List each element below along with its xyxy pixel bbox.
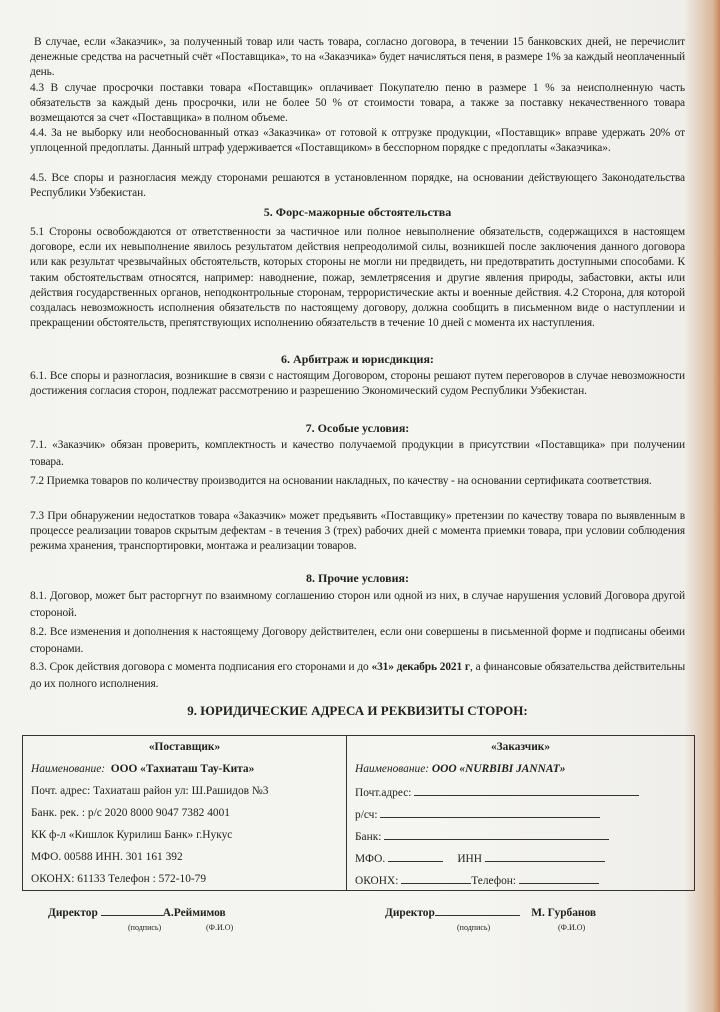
section-5-heading: 5. Форс-мажорные обстоятельства [263, 205, 452, 219]
customer-name-row [355, 763, 565, 775]
supplier-signature-line [101, 905, 163, 916]
supplier-name-label: Наименование: [31, 763, 106, 775]
supplier-signature [48, 905, 226, 919]
clause-4-2: В случае, если «Заказчик», за полученный товар или часть товара, согласно договора, в течении 15 банковских дней, не перечислит денежные средства на расчетный счёт «Поставщика», то на «Заказчика» будет начисляться пеня, в размере 1% за каждый неоплаченный день. [30, 36, 685, 79]
customer-account-row [355, 807, 600, 821]
customer-director-name: М. Гурбанов [531, 907, 597, 919]
supplier-name-row [31, 763, 254, 775]
supplier-address: Почт. адрес: Тахиаташ район ул: Ш.Рашидов №3 [31, 785, 269, 797]
customer-mfo-label: МФО. [355, 853, 386, 865]
supplier-mfo-inn: МФО. 00588 ИНН. 301 161 392 [31, 851, 183, 863]
customer-signature [385, 905, 596, 919]
customer-bank-blank [384, 829, 609, 840]
customer-director-label: Директор [385, 907, 435, 919]
clause-8-2: 8.2. Все изменения и дополнения к настоящему Договору действителен, если они совершены в письменной форме и подписаны обеими сторонами. [30, 626, 685, 655]
customer-address-row [355, 785, 639, 799]
customer-bank-label: Банк: [355, 831, 382, 843]
section-7-heading: 7. Особые условия: [305, 421, 410, 435]
clause-4-4: 4.4. За не выборку или необоснованный отказ «Заказчика» от готовой к отгрузке продукции, «Поставщик» вправе удержать 20% от уплоценной предоплаты. Данный штраф удерживается «Поставщиком» в бесспорном порядке с предоплаты «Заказчика». [30, 127, 685, 155]
customer-mfo-blank [388, 851, 443, 862]
customer-account-label: р/сч: [355, 809, 378, 821]
supplier-bank: КК ф-л «Кишлок Курилиш Банк» г.Нукус [31, 829, 233, 841]
customer-okonh-phone-row [355, 873, 599, 887]
clause-6-1: 6.1. Все споры и разногласия, возникшие в связи с настоящим Договором, стороны решают путем переговоров в случае невозможности достижения согласия сторон, подлежат рассмотрению и разрешению Экономический судом Республики Узбекистан. [30, 370, 685, 398]
customer-phone-label: Телефон: [471, 875, 517, 887]
customer-phone-blank [519, 873, 599, 884]
customer-okonh-label: ОКОНХ: [355, 875, 399, 887]
customer-address-label: Почт.адрес: [355, 787, 412, 799]
section-8-heading: 8. Прочие условия: [306, 571, 409, 585]
clause-4-3: 4.3 В случае просрочки поставки товара «Поставщик» оплачивает Покупателю пеню в размере 1 % за неисполненную часть обязательств за каждый день просрочки, или не более 50 % от стоимости товара, а также за поставку некачественного товара возмещаются за счет «Поставщика» в полном объеме. [30, 82, 685, 125]
supplier-okonh-phone: ОКОНХ: 61133 Телефон : 572-10-79 [31, 873, 207, 885]
supplier-fio-caption: (Ф.И.О) [206, 923, 234, 932]
clause-7-1: 7.1. «Заказчик» обязан проверить, комплектность и качество получаемой продукции в присутствии «Поставщика» при получении товара. [30, 439, 685, 468]
supplier-title: «Поставщик» [148, 741, 221, 753]
clause-7-3: 7.3 При обнаружении недостатков товара «Заказчик» может предъявить «Поставщику» претензии по качеству товара по выявленным в процессе реализации товаров скрытым дефектам - в течения 3 (трех) рабочих дней с момента приемки товара, при условии соблюдения режима хранения, транспортировки, монтажа и реализации товаров. [30, 510, 685, 553]
customer-fio-caption: (Ф.И.О) [558, 923, 586, 932]
requisites-table [22, 735, 695, 891]
supplier-name: ООО «Тахиаташ Тау-Кита» [110, 763, 255, 775]
clause-8-3-start: 8.3. Срок действия договора с момента подписания его сторонами и до [30, 661, 372, 673]
supplier-column [23, 736, 347, 890]
customer-signature-line [435, 905, 520, 916]
section-6-heading: 6. Арбитраж и юрисдикция: [281, 352, 434, 366]
contract-end-date: «31» декабрь 2021 г [371, 661, 471, 673]
clause-7-2: 7.2 Приемка товаров по количеству производится на основании накладных, по качеству - на основании сертификата соответствия. [30, 475, 652, 487]
supplier-bank-account: Банк. рек. : р/с 2020 8000 9047 7382 4001 [31, 807, 230, 819]
customer-bank-row [355, 829, 609, 843]
customer-title: «Заказчик» [490, 741, 551, 753]
customer-inn-blank [485, 851, 605, 862]
supplier-director-name: А.Реймимов [162, 907, 226, 919]
customer-mfo-inn-row [355, 851, 605, 865]
clause-8-1: 8.1. Договор, может быт расторгнут по взаимному соглашению сторон или одной из них, в случае нарушения условий Договора другой стороной. [30, 590, 685, 619]
section-9-heading: 9. ЮРИДИЧЕСКИЕ АДРЕСА И РЕКВИЗИТЫ СТОРОН: [187, 703, 528, 718]
clause-8-3-end: , а финансовые обязательства действительны до их полного исполнения. [30, 661, 685, 690]
customer-column [347, 736, 694, 890]
customer-sign-caption: (подпись) [457, 923, 491, 932]
customer-okonh-blank [401, 873, 471, 884]
clause-5-1: 5.1 Стороны освобождаются от ответственности за частичное или полное невыполнение обязательств, содержащихся в настоящем договоре, если их невыполнение явилось результатом действия непреодолимой силы, возникшей после заключения данного договора или как результат чрезвычайных обстоятельств, которых стороны не могли ни предвидеть, ни предотвратить доступными способами. К таким обстоятельствам относятся, например: наводнение, пожар, землетрясения и другие явления природы, забастовки, акты или действия государственных органов, неподконтрольные сторонам, террористические акты и военные действия. 4.2 Сторона, для которой создалась невозможность исполнения обязательств по настоящему договору, должна сообщить в письменном виде о наступлении и прекращении обстоятельств, препятствующих исполнению обязательств в течение 10 дней с момента их наступления. [30, 226, 685, 330]
clause-8-3 [30, 659, 685, 693]
clause-4-5: 4.5. Все споры и разногласия между сторонами решаются в установленном порядке, на основании действующего Законодательства Республики Узбекистан. [30, 172, 685, 200]
supplier-director-label: Директор [48, 907, 98, 919]
customer-account-blank [380, 807, 600, 818]
customer-inn-label: ИНН [457, 853, 482, 865]
customer-name-label: Наименование: [355, 763, 430, 775]
supplier-sign-caption: (подпись) [128, 923, 162, 932]
customer-address-blank [414, 785, 639, 796]
customer-name: ООО «NURBIBI JANNAT» [431, 763, 566, 775]
